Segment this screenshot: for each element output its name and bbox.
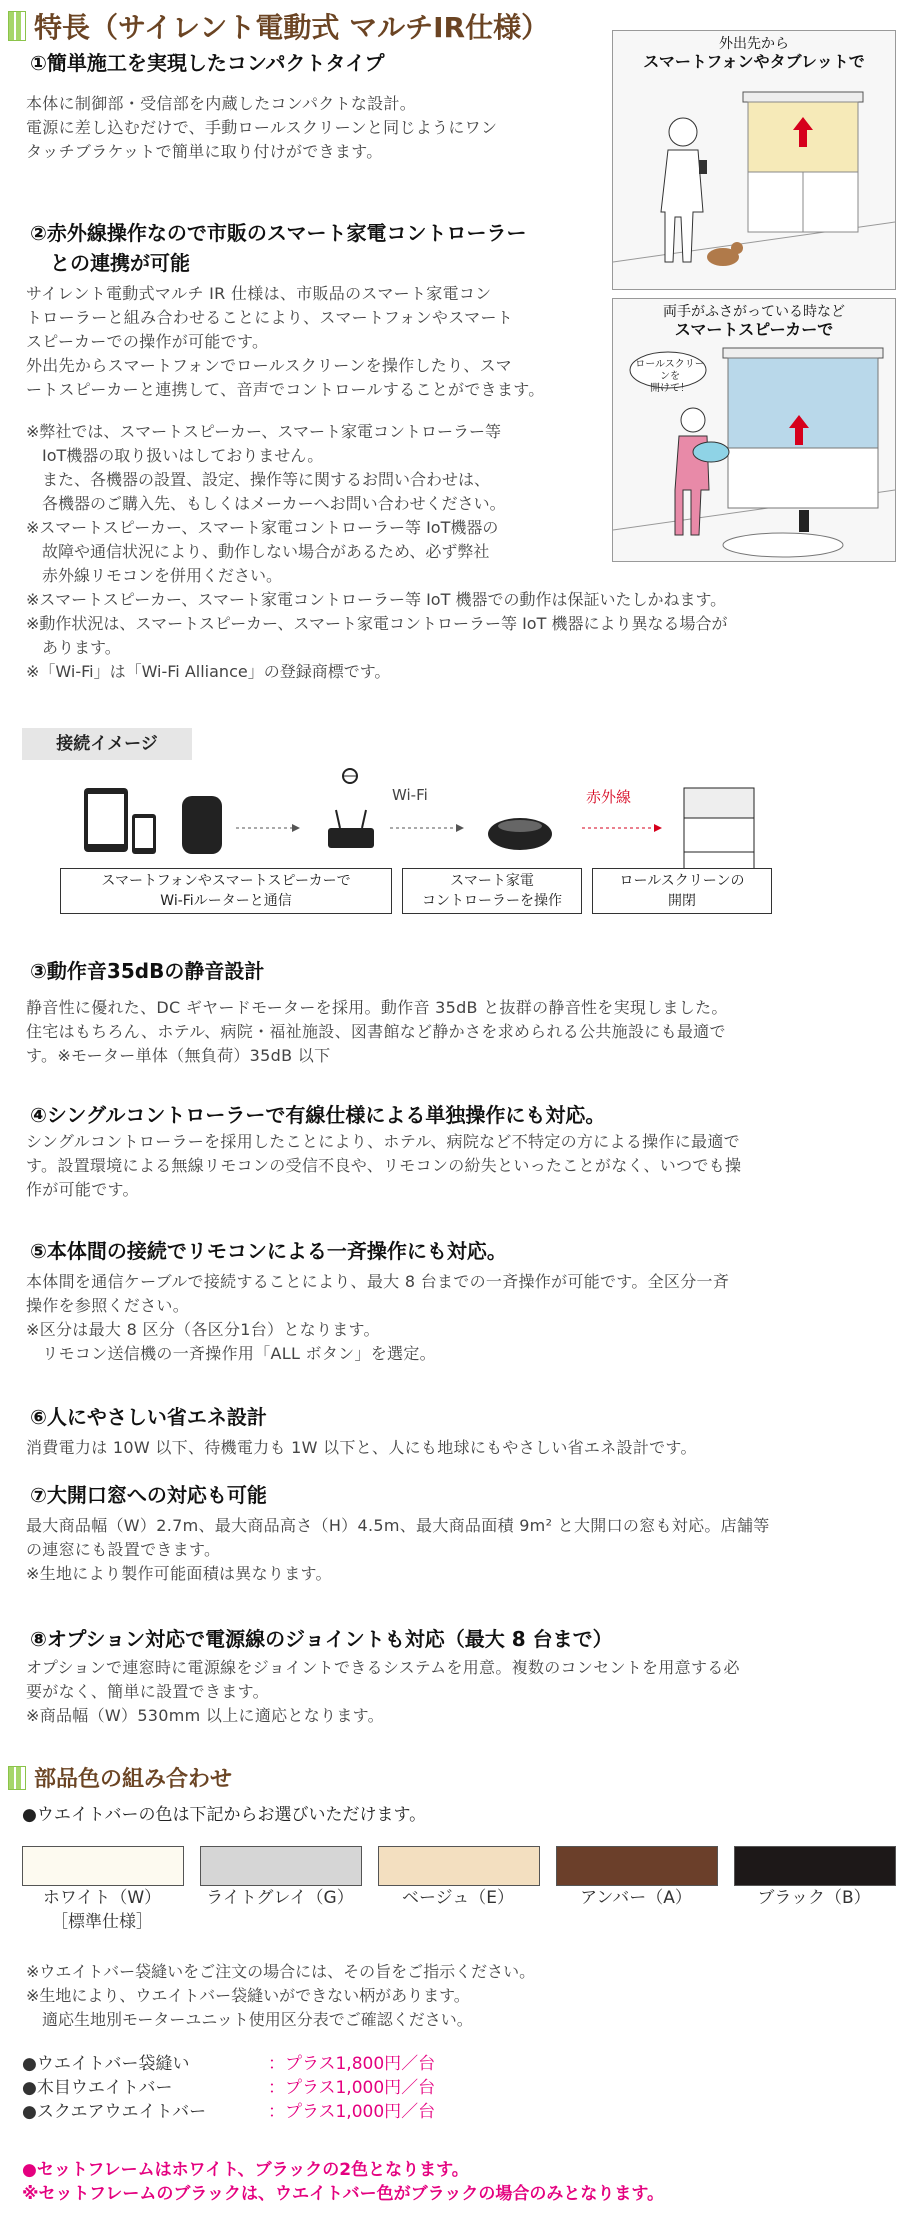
swatch-label: ブラック（B） bbox=[757, 1888, 871, 1908]
option-price: ：プラス1,000円／台 bbox=[268, 2102, 436, 2122]
roll-screen-icon bbox=[684, 788, 754, 868]
smartphone-icon bbox=[132, 814, 156, 854]
speech-bubble-text: ロールスクリーンを 開けて！ bbox=[635, 359, 705, 394]
parts-title: 部品色の組み合わせ bbox=[34, 1767, 233, 1792]
feature-6-body: 消費電力は 10W 以下、待機電力も 1W 以下と、人にも地球にもやさしい省エネ設計です。 bbox=[26, 1438, 697, 1457]
feature-8-body: オプションで連窓時に電源線をジョイントできるシステムを用意。複数のコンセントを用意する必 要がなく、簡単に設置できます。 ※商品幅（W）530mm 以上に適応となります。 bbox=[26, 1658, 740, 1725]
parts-notes: ※ウエイトバー袋縫いをご注文の場合には、その旨をご指示ください。 ※生地により、ウエイトバー袋縫いができない柄があります。 適応生地別モーターユニット使用区分表でご確認ください。 bbox=[26, 1962, 536, 2029]
person-with-smartphone-icon bbox=[613, 72, 895, 282]
swatch-color bbox=[200, 1846, 362, 1886]
feature-5-body: 本体間を通信ケーブルで接続することにより、最大 8 台までの一斉操作が可能です。全区分一斉 操作を参照ください。 ※区分は最大 8 区分（各区分1台）となります。 リモコン送信機の一斉操作用「ALL ボタン」を選定。 bbox=[26, 1272, 730, 1363]
swatch-color bbox=[556, 1846, 718, 1886]
swatch-label: ホワイト（W） ［標準仕様］ bbox=[42, 1888, 162, 1932]
option-name: ●ウエイトバー袋縫い bbox=[22, 2054, 190, 2074]
option-name: ●スクエアウエイトバー bbox=[22, 2102, 207, 2122]
frame-note-2: ※セットフレームのブラックは、ウエイトバー色がブラックの場合のみとなります。 bbox=[22, 2184, 664, 2204]
feature-7-heading: ⑦大開口窓への対応も可能 bbox=[30, 1483, 267, 1507]
feature-7-body: 最大商品幅（W）2.7m、最大商品高さ（H）4.5m、最大商品面積 9m² と大開口の窓も対応。店舗等 の連窓にも設置できます。 ※生地により製作可能面積は異なります。 bbox=[26, 1516, 770, 1583]
swatch-amber[interactable] bbox=[556, 1846, 716, 1934]
globe-icon bbox=[343, 769, 357, 783]
parts-subtitle: ●ウエイトバーの色は下記からお選びいただけます。 bbox=[22, 1805, 427, 1825]
feature-3-heading: ③動作音35dBの静音設計 bbox=[30, 959, 265, 983]
feature-8-heading: ⑧オプション対応で電源線のジョイントも対応（最大 8 台まで） bbox=[30, 1627, 613, 1651]
feature-2-body: サイレント電動式マルチ IR 仕様は、市販品のスマート家電コン トローラーと組み合わせることにより、スマートフォンやスマート スピーカーでの操作が可能です。 外出先からスマートフォンでロールスクリーンを操作したり、スマ ートスピーカーと連携して、音声でコントロールすることができます。 bbox=[26, 284, 545, 399]
option-row bbox=[22, 2052, 435, 2076]
swatch-color bbox=[378, 1846, 540, 1886]
options-list bbox=[22, 2052, 435, 2124]
illus-bottom-caption-bold: スマートスピーカーで bbox=[674, 320, 834, 339]
illus-top-caption-bold: スマートフォンやタブレットで bbox=[643, 52, 865, 71]
swatch-label: ベージュ（E） bbox=[401, 1888, 515, 1908]
features-title: 特長（サイレント電動式 マルチIR仕様） bbox=[34, 11, 550, 44]
feature-2-notes: ※弊社では、スマートスピーカー、スマート家電コントローラー等 IoT機器の取り扱いはしておりません。 また、各機器の設置、設定、操作等に関するお問い合わせは、 各機器のご購入先、もしくはメーカーへお問い合わせください。 ※スマートスピーカー、スマート家電コントローラー等 IoT機器の 故障や通信状況により、動作しない場合があるため、必ず弊社 赤外線リモコンを併用ください。 ※スマートスピーカー、スマート家電コントローラー等 IoT 機器での動作は保証いたしかねます。 ※動作状況は、スマートスピーカー、スマート家電コントローラー等 IoT 機器により異なる場合が あります。 ※「Wi-Fi」は「Wi-Fi Alliance」の登録商標です。 bbox=[26, 422, 728, 681]
frame-note-1: ●セットフレームはホワイト、ブラックの2色となります。 bbox=[22, 2160, 469, 2180]
smart-speaker-illustration bbox=[612, 298, 896, 562]
tablet-icon bbox=[84, 788, 128, 852]
feature-1-body: 本体に制御部・受信部を内蔵したコンパクトな設計。 電源に差し込むだけで、手動ロールスクリーンと同じようにワン タッチブラケットで簡単に取り付けができます。 bbox=[26, 94, 498, 161]
flow-box-1: スマートフォンやスマートスピーカーで Wi-Fiルーターと通信 bbox=[60, 868, 392, 914]
features-section-title bbox=[8, 6, 549, 46]
flow-box-3: ロールスクリーンの 開閉 bbox=[592, 868, 772, 914]
swatch-white[interactable] bbox=[22, 1846, 182, 1934]
swatch-black[interactable] bbox=[734, 1846, 894, 1934]
smart-controller-icon bbox=[488, 818, 552, 850]
smart-speaker-icon bbox=[182, 796, 222, 854]
frame-notes bbox=[22, 2158, 664, 2206]
flow-box-2: スマート家電 コントローラーを操作 bbox=[402, 868, 582, 914]
section-marker-icon bbox=[8, 11, 26, 41]
option-row bbox=[22, 2100, 435, 2124]
option-price: ：プラス1,800円／台 bbox=[268, 2054, 436, 2074]
connection-diagram bbox=[60, 768, 780, 868]
swatch-row bbox=[22, 1846, 892, 1934]
swatch-color bbox=[734, 1846, 896, 1886]
wifi-label: Wi-Fi bbox=[392, 786, 428, 804]
smartphone-illustration bbox=[612, 30, 896, 290]
ir-label: 赤外線 bbox=[586, 788, 632, 806]
feature-1-heading: ①簡単施工を実現したコンパクトタイプ bbox=[30, 51, 385, 75]
illus-bottom-caption-small: 両手がふさがっている時など bbox=[663, 304, 845, 320]
wifi-router-icon bbox=[328, 810, 374, 848]
swatch-beige[interactable] bbox=[378, 1846, 538, 1934]
illus-top-caption-small: 外出先から bbox=[719, 36, 789, 52]
swatch-light-gray[interactable] bbox=[200, 1846, 360, 1934]
swatch-label: アンバー（A） bbox=[580, 1888, 692, 1908]
feature-2-heading: ②赤外線操作なので市販のスマート家電コントローラー との連携が可能 bbox=[30, 221, 527, 275]
feature-6-heading: ⑥人にやさしい省エネ設計 bbox=[30, 1405, 267, 1429]
swatch-color bbox=[22, 1846, 184, 1886]
feature-5-heading: ⑤本体間の接続でリモコンによる一斉操作にも対応。 bbox=[30, 1239, 507, 1263]
option-price: ：プラス1,000円／台 bbox=[268, 2078, 436, 2098]
option-row bbox=[22, 2076, 435, 2100]
option-name: ●木目ウエイトバー bbox=[22, 2078, 173, 2098]
feature-4-body: シングルコントローラーを採用したことにより、ホテル、病院など不特定の方による操作に最適で す。設置環境による無線リモコンの受信不良や、リモコンの紛失といったことがなく、いつでも操 作が可能です。 bbox=[26, 1132, 742, 1199]
connection-label: 接続イメージ bbox=[22, 728, 192, 760]
section-marker-icon bbox=[8, 1766, 26, 1790]
feature-3-body: 静音性に優れた、DC ギヤードモーターを採用。動作音 35dB と抜群の静音性を実現しました。 住宅はもちろん、ホテル、病院・福祉施設、図書館など静かさを求められる公共施設にも最適で す。※モーター単体（無負荷）35dB 以下 bbox=[26, 998, 728, 1065]
parts-section-title bbox=[8, 1762, 232, 1793]
swatch-label: ライトグレイ（G） bbox=[206, 1888, 354, 1908]
feature-4-heading: ④シングルコントローラーで有線仕様による単独操作にも対応。 bbox=[30, 1103, 606, 1127]
